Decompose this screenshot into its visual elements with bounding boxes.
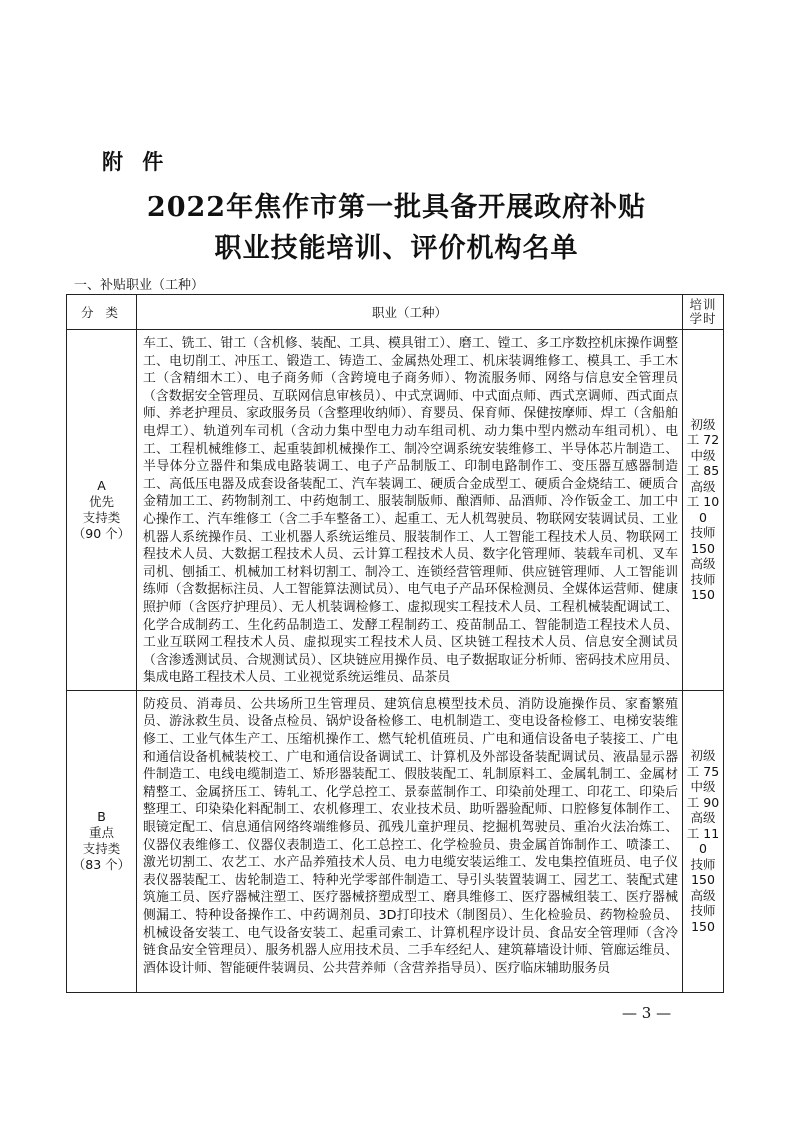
hours-line: 150 (691, 918, 715, 934)
hours-line: 工 72 (686, 432, 720, 448)
category-label: 支持类 (82, 509, 121, 525)
occupation-list: 防疫员、消毒员、公共场所卫生管理员、建筑信息模型技术员、消防设施操作员、家畜繁殖员、游泳救生员、设备点检员、锅炉设备检修工、电机制造工、变电设备检修工、电梯安装维修工、工业气体生产工、压缩机操作工、燃气轮机值班员、广电和通信设备电子装接工、广电和通信设备机械装校工、广电和通信设备调试工、计算机及外部设备装配调试员、液晶显示器件制造工、电线电缆制造工、矫形器装配工、假肢装配工、轧制原料工、金属轧制工、金属材精整工、金属挤压工、铸轧工、化学总控工、景泰蓝制作工、印染前处理工、印花工、印染后整理工、印染染化料配制工、农机修理工、农业技术员、助听器验配师、口腔修复体制作工、眼镜定配工、信息通信网络终端维修员、孤残儿童护理员、挖掘机驾驶员、重冶火法冶炼工、仪器仪表维修工、仪器仪表制造工、化工总控工、化学检验员、贵金属首饰制作工、喷漆工、激光切割工、农艺工、水产品养殖技术人员、电力电缆安装运维工、发电集控值班员、电子仪表仪器装配工、齿轮制造工、特种光学零部件制造工、导引头装置装调工、园艺工、装配式建筑施工员、医疗器械注塑工、医疗器械挤塑成型工、磨具维修工、医疗器械组装工、医疗器械侧漏工、特种设备操作工、中药调剂员、3D打印技术（制图员）、生化检验员、药物检验员、机械设备安装工、电气设备安装工、起重司索工、计算机程序设计员、食品安全管理师（含冷链食品安全管理员）、服务机器人应用技术员、二手车经纪人、建筑幕墙设计师、管廊运维员、酒体设计师、智能硬件装调员、公共营养师（含营养指导员）、医疗临床辅助服务员 (137, 690, 683, 992)
category-label: 优先 (88, 493, 114, 509)
hours-line: 工 110 (686, 825, 720, 857)
hours-line: 高级 (690, 810, 716, 826)
table-row (67, 690, 724, 992)
category-code: B (97, 809, 106, 825)
appendix-label: 附 件 (102, 150, 170, 174)
hours-line: 技师 (690, 903, 716, 919)
category-label: 支持类 (82, 841, 121, 857)
hours-line: 初级 (690, 748, 716, 764)
header-hours: 培训学时 (683, 295, 724, 330)
category-label: 重点 (88, 825, 114, 841)
hours-line: 高级 (690, 556, 716, 572)
occupation-list: 车工、铣工、钳工（含机修、装配、工具、模具钳工）、磨工、镗工、多工序数控机床操作调整工、电切削工、冲压工、锻造工、铸造工、金属热处理工、机床装调维修工、模具工、手工木工（含精细木工）、电子商务师（含跨境电子商务师）、物流服务师、网络与信息安全管理员（含数据安全管理员、互联网信息审核员）、中式烹调师、中式面点师、西式烹调师、西式面点师、养老护理员、家政服务员（含整理收纳师）、育婴员、保育师、保健按摩师、焊工（含船舶电焊工）、轨道列车司机（含动力集中型电力动车组司机、动力集中型内燃动车组司机）、电工、工程机械维修工、起重装卸机械操作工、制冷空调系统安装维修工、半导体芯片制造工、半导体分立器件和集成电路装调工、电子产品制版工、印制电路制作工、变压器互感器制造工、高低压电器及成套设备装配工、汽车装调工、硬质合金成型工、硬质合金烧结工、硬质合金精加工工、药物制剂工、中药炮制工、服装制版师、酿酒师、品酒师、冷作钣金工、加工中心操作工、汽车维修工（含二手车整备工）、起重工、无人机驾驶员、物联网安装调试员、工业机器人系统操作员、工业机器人系统运维员、服装制作工、人工智能工程技术人员、物联网工程技术人员、大数据工程技术人员、云计算工程技术人员、数字化管理师、装载车司机、叉车司机、刨插工、机械加工材料切割工、制冷工、连锁经营管理师、供应链管理师、人工智能训练师（含数据标注员、人工智能算法测试员）、电气电子产品环保检测员、全媒体运营师、健康照护师（含医疗护理员）、无人机装调检修工、虚拟现实工程技术人员、工程机械装配调试工、化学合成制药工、生化药品制造工、发酵工程制药工、疫苗制品工、智能制造工程技术人员、工业互联网工程技术人员、虚拟现实工程技术人员、区块链工程技术人员、信息安全测试员（含渗透测试员、合规测试员）、区块链应用操作员、电子数据取证分析师、密码技术应用员、集成电路工程技术人员、工业视觉系统运维员、品茶员 (137, 330, 683, 691)
table-header-row (67, 295, 724, 330)
hours-line: 工 90 (686, 794, 720, 810)
hours-line: 150 (691, 587, 715, 603)
hours-line: 初级 (690, 416, 716, 432)
hours-line: 中级 (690, 447, 716, 463)
category-cell (67, 690, 137, 992)
category-count: （90 个） (72, 525, 131, 541)
category-code: A (97, 477, 106, 493)
hours-line: 技师 (690, 571, 716, 587)
document-title-line-2: 职业技能培训、评价机构名单 (214, 233, 579, 264)
hours-line: 高级 (690, 478, 716, 494)
hours-cell (683, 330, 724, 691)
hours-line: 150 (691, 872, 715, 888)
page-number: — 3 — (622, 1004, 672, 1022)
hours-line: 技师 (690, 856, 716, 872)
hours-line: 技师 (690, 525, 716, 541)
category-count: （83 个） (72, 857, 131, 873)
header-occupation: 职业（工种） (137, 295, 683, 330)
table-row (67, 330, 724, 691)
header-category: 分 类 (67, 295, 137, 330)
hours-line: 工 75 (686, 763, 720, 779)
occupation-table (66, 294, 724, 993)
hours-cell (683, 690, 724, 992)
document-title-line-1: 2022年焦作市第一批具备开展政府补贴 (146, 192, 647, 223)
section-heading: 一、补贴职业（工种） (74, 278, 205, 293)
hours-line: 高级 (690, 887, 716, 903)
category-cell (67, 330, 137, 691)
hours-line: 中级 (690, 779, 716, 795)
hours-line: 工 100 (686, 494, 720, 525)
hours-line: 工 85 (686, 463, 720, 479)
hours-line: 150 (691, 540, 715, 556)
